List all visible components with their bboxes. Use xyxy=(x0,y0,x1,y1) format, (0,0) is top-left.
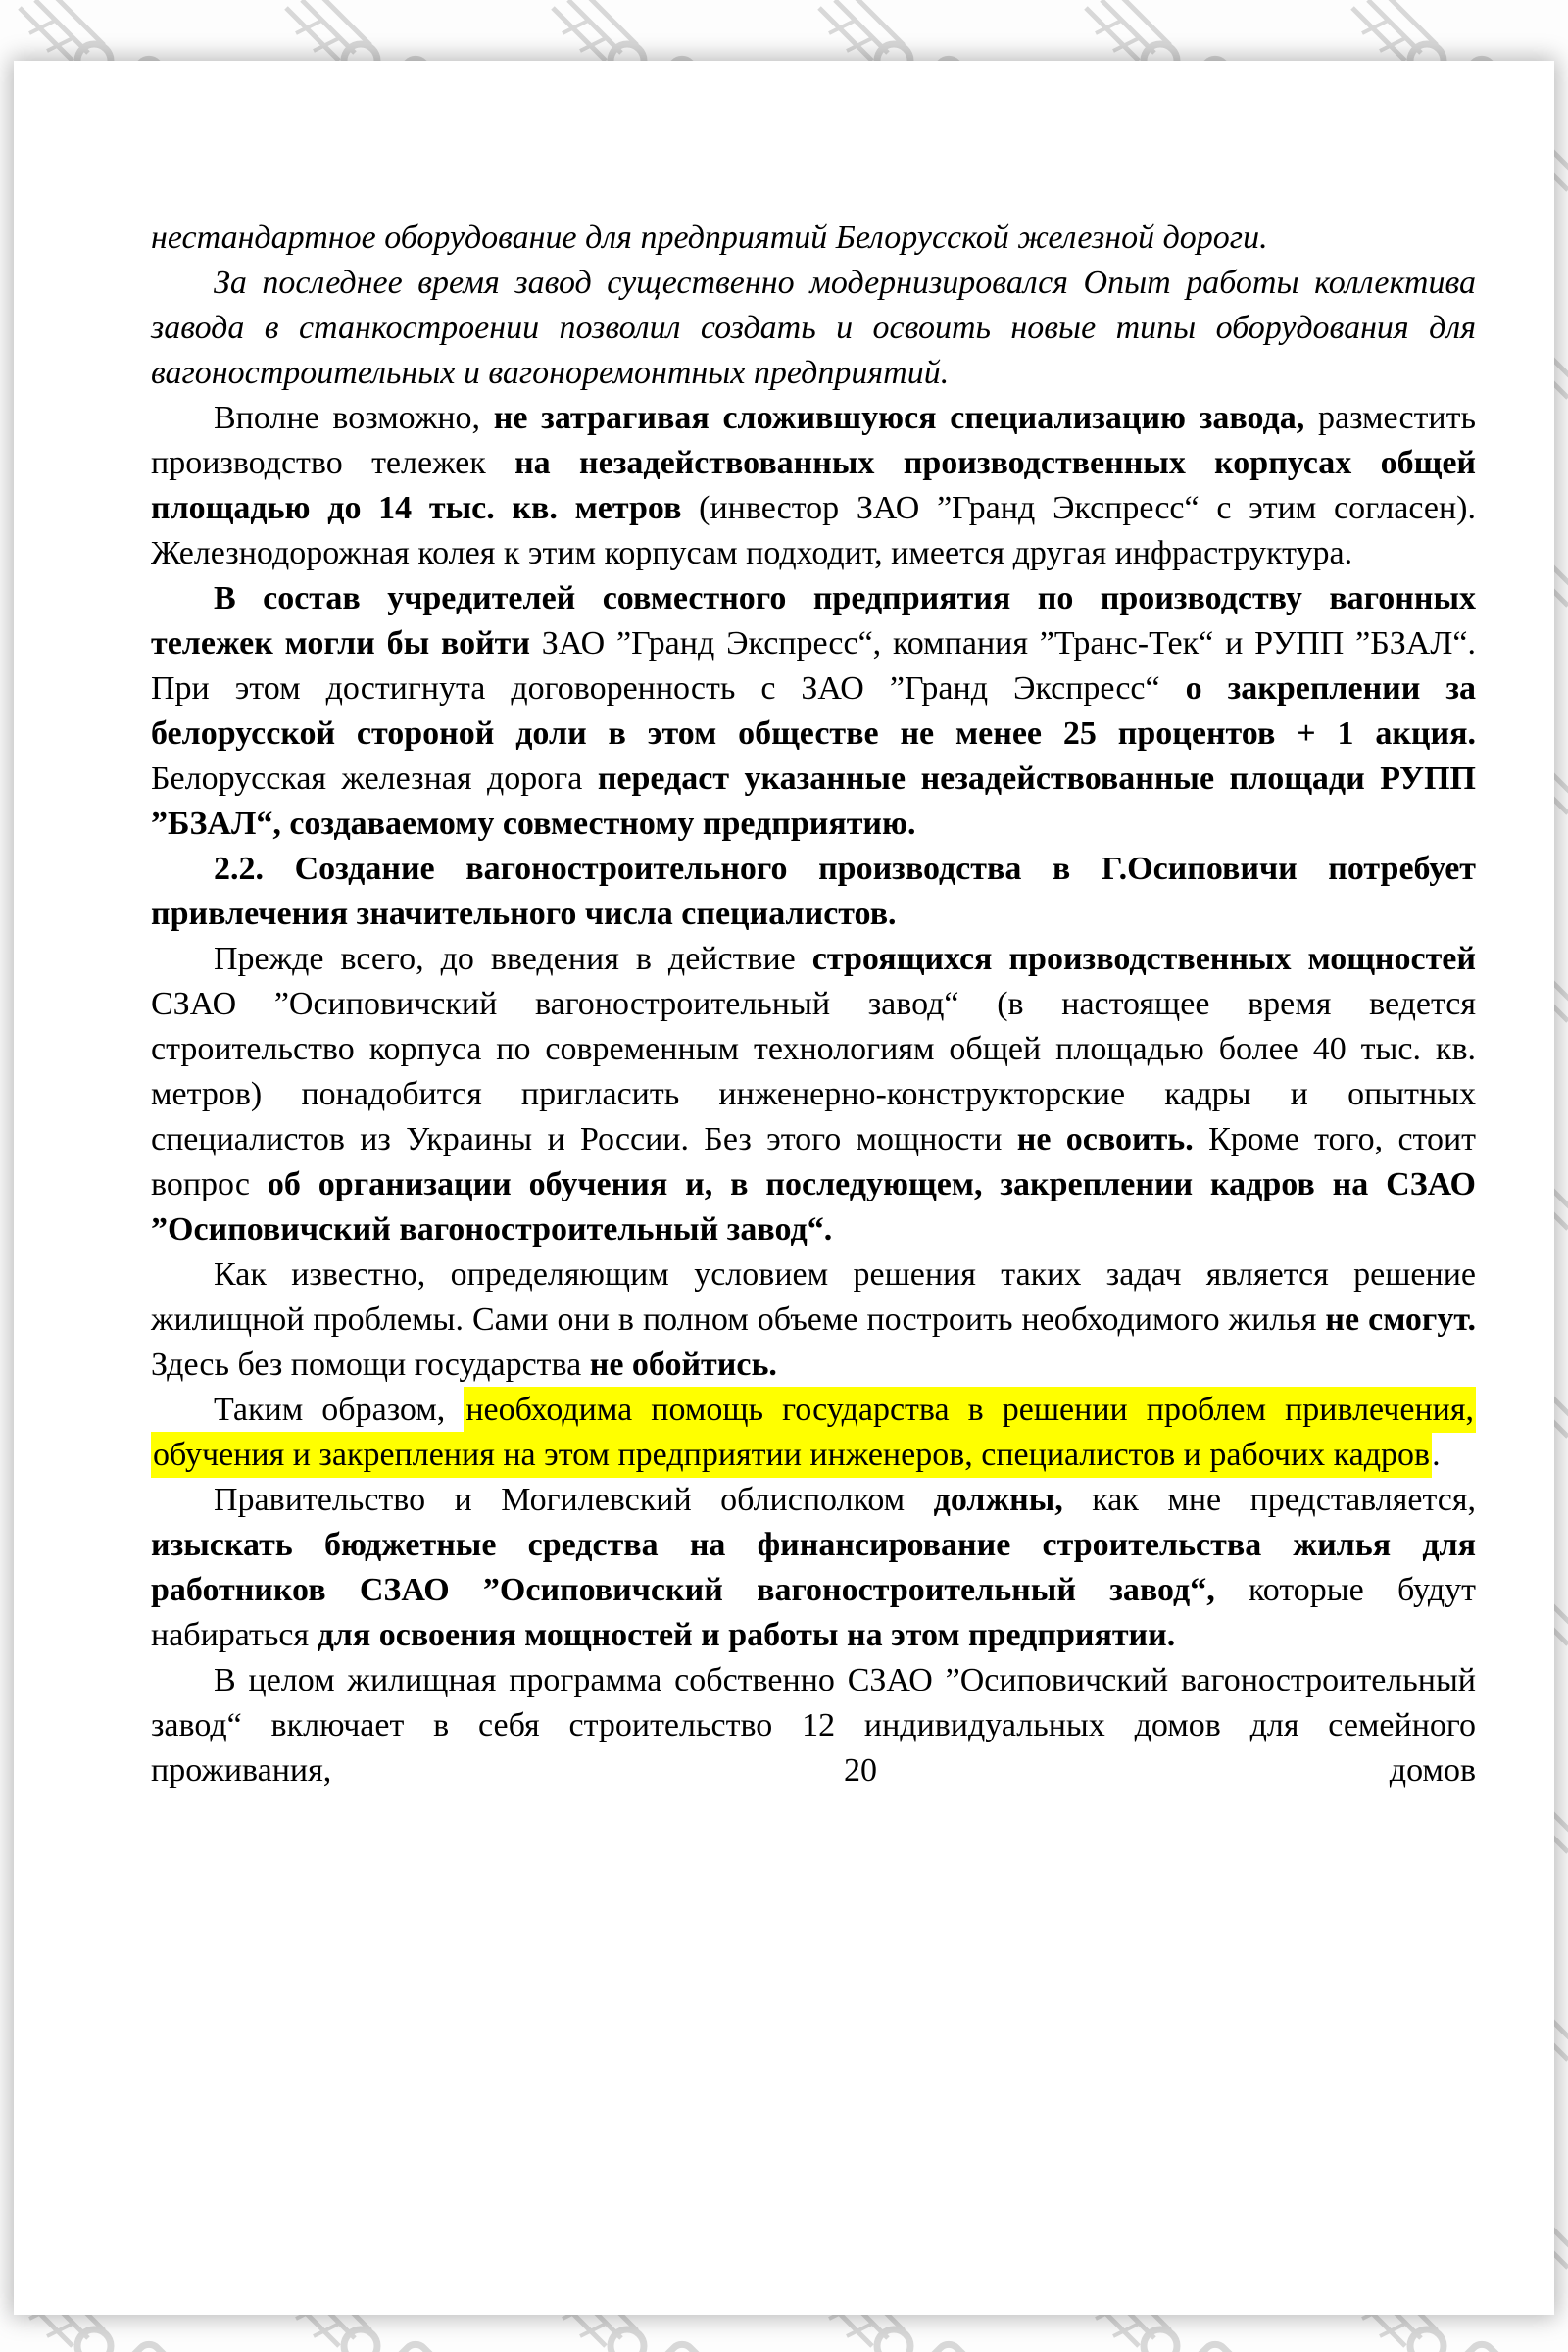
text-run: Вполне возможно, xyxy=(214,400,494,436)
highlighted-text-run: необходима помощь государства в решении проблем привлечения, обучения и закрепления на этом предприятии инженеров, специалистов и рабочих кадров xyxy=(151,1387,1476,1478)
paragraph xyxy=(151,1658,1476,1793)
bold-text-run: 2.2. Создание вагоностроительного производства в Г.Осиповичи потребует привлечения значительного числа специалистов. xyxy=(151,851,1476,932)
bold-text-run: В состав учредителей совместного предприятия по производству вагонных тележек могли бы войти xyxy=(151,580,1476,662)
text-run: Как известно, определяющим условием решения таких задач является решение жилищной проблемы. Сами они в полном объеме построить необходимого жилья xyxy=(151,1256,1476,1338)
bold-text-run: должны, xyxy=(933,1482,1063,1518)
text-run: Кроме того, стоит вопрос xyxy=(151,1121,1476,1202)
document-page xyxy=(14,61,1554,2315)
paragraph xyxy=(151,1478,1476,1658)
bold-text-run: не затрагивая сложившуюся специализацию завода, xyxy=(493,400,1305,436)
bold-text-run: передаст указанные незадействованные площади РУПП ”БЗАЛ“, создаваемому совместному предприятию. xyxy=(151,760,1476,842)
text-run: (инвестор ЗАО ”Гранд Экспресс“ с этим согласен). Железнодорожная колея к этим корпусам подходит, имеется другая инфраструктура. xyxy=(151,490,1476,571)
text-run: которые будут набираться xyxy=(151,1572,1476,1653)
text-run: Правительство и Могилевский облисполком xyxy=(214,1482,934,1518)
text-run: Здесь без помощи государства xyxy=(151,1347,590,1383)
bold-text-run: не обойтись. xyxy=(589,1347,777,1383)
bold-text-run: строящихся производственных мощностей xyxy=(811,941,1476,977)
paragraph xyxy=(151,261,1476,396)
paragraph xyxy=(151,396,1476,576)
bold-text-run: изыскать бюджетные средства на финансирование строительства жилья для работников СЗАО ”Осиповичский вагоностроительный завод“, xyxy=(151,1527,1476,1608)
text-run: ЗАО ”Гранд Экспресс“, компания ”Транс-Тек“ и РУПП ”БЗАЛ“. При этом достигнута договоренность с ЗАО ”Гранд Экспресс“ xyxy=(151,625,1477,707)
bold-text-run: не смогут. xyxy=(1325,1301,1476,1338)
paragraph xyxy=(151,937,1476,1252)
text-run: СЗАО ”Осиповичский вагоностроительный завод“ (в настоящее время ведется строительство корпуса по современным технологиям общей площадью более 40 тыс. кв. метров) понадобится пригласить инженерно-конструкторские кадры и опытных специалистов из Украины и России. Без этого мощности xyxy=(151,986,1476,1157)
paragraph xyxy=(151,576,1476,847)
text-run: За последнее время завод существенно модернизировался Опыт работы коллектива завода в станкостроении позволил создать и освоить новые типы оборудования для вагоностроительных и вагоноремонтных предприятий. xyxy=(151,265,1476,391)
bold-text-run: о закреплении за белорусской стороной доли в этом обществе не менее 25 процентов + 1 акция. xyxy=(151,670,1476,752)
text-run: В целом жилищная программа собственно СЗАО ”Осиповичский вагоностроительный завод“ включает в себя строительство 12 индивидуальных домов для семейного проживания, 20 домов xyxy=(151,1662,1476,1788)
bold-text-run: на незадействованных производственных корпусах общей площадью до 14 тыс. кв. метров xyxy=(151,445,1476,526)
bold-text-run: не освоить. xyxy=(1016,1121,1194,1157)
text-run: Прежде всего, до введения в действие xyxy=(214,941,812,977)
paragraph xyxy=(151,1252,1476,1388)
bold-text-run: об организации обучения и, в последующем, закреплении кадров на СЗАО ”Осиповичский вагоностроительный завод“. xyxy=(151,1166,1476,1248)
text-run: . xyxy=(1432,1437,1441,1473)
text-run: разместить производство тележек xyxy=(151,400,1476,481)
text-run: Белорусская железная дорога xyxy=(151,760,598,797)
bold-text-run: для освоения мощностей и работы на этом предприятии. xyxy=(317,1617,1176,1653)
document-body xyxy=(151,216,1476,1793)
paragraph xyxy=(151,216,1476,261)
paragraph xyxy=(151,1388,1476,1478)
text-run: нестандартное оборудование для предприятий Белорусской железной дороги. xyxy=(151,220,1268,256)
paragraph xyxy=(151,847,1476,937)
text-run: как мне представляется, xyxy=(1062,1482,1476,1518)
text-run: Таким образом, xyxy=(214,1392,465,1428)
